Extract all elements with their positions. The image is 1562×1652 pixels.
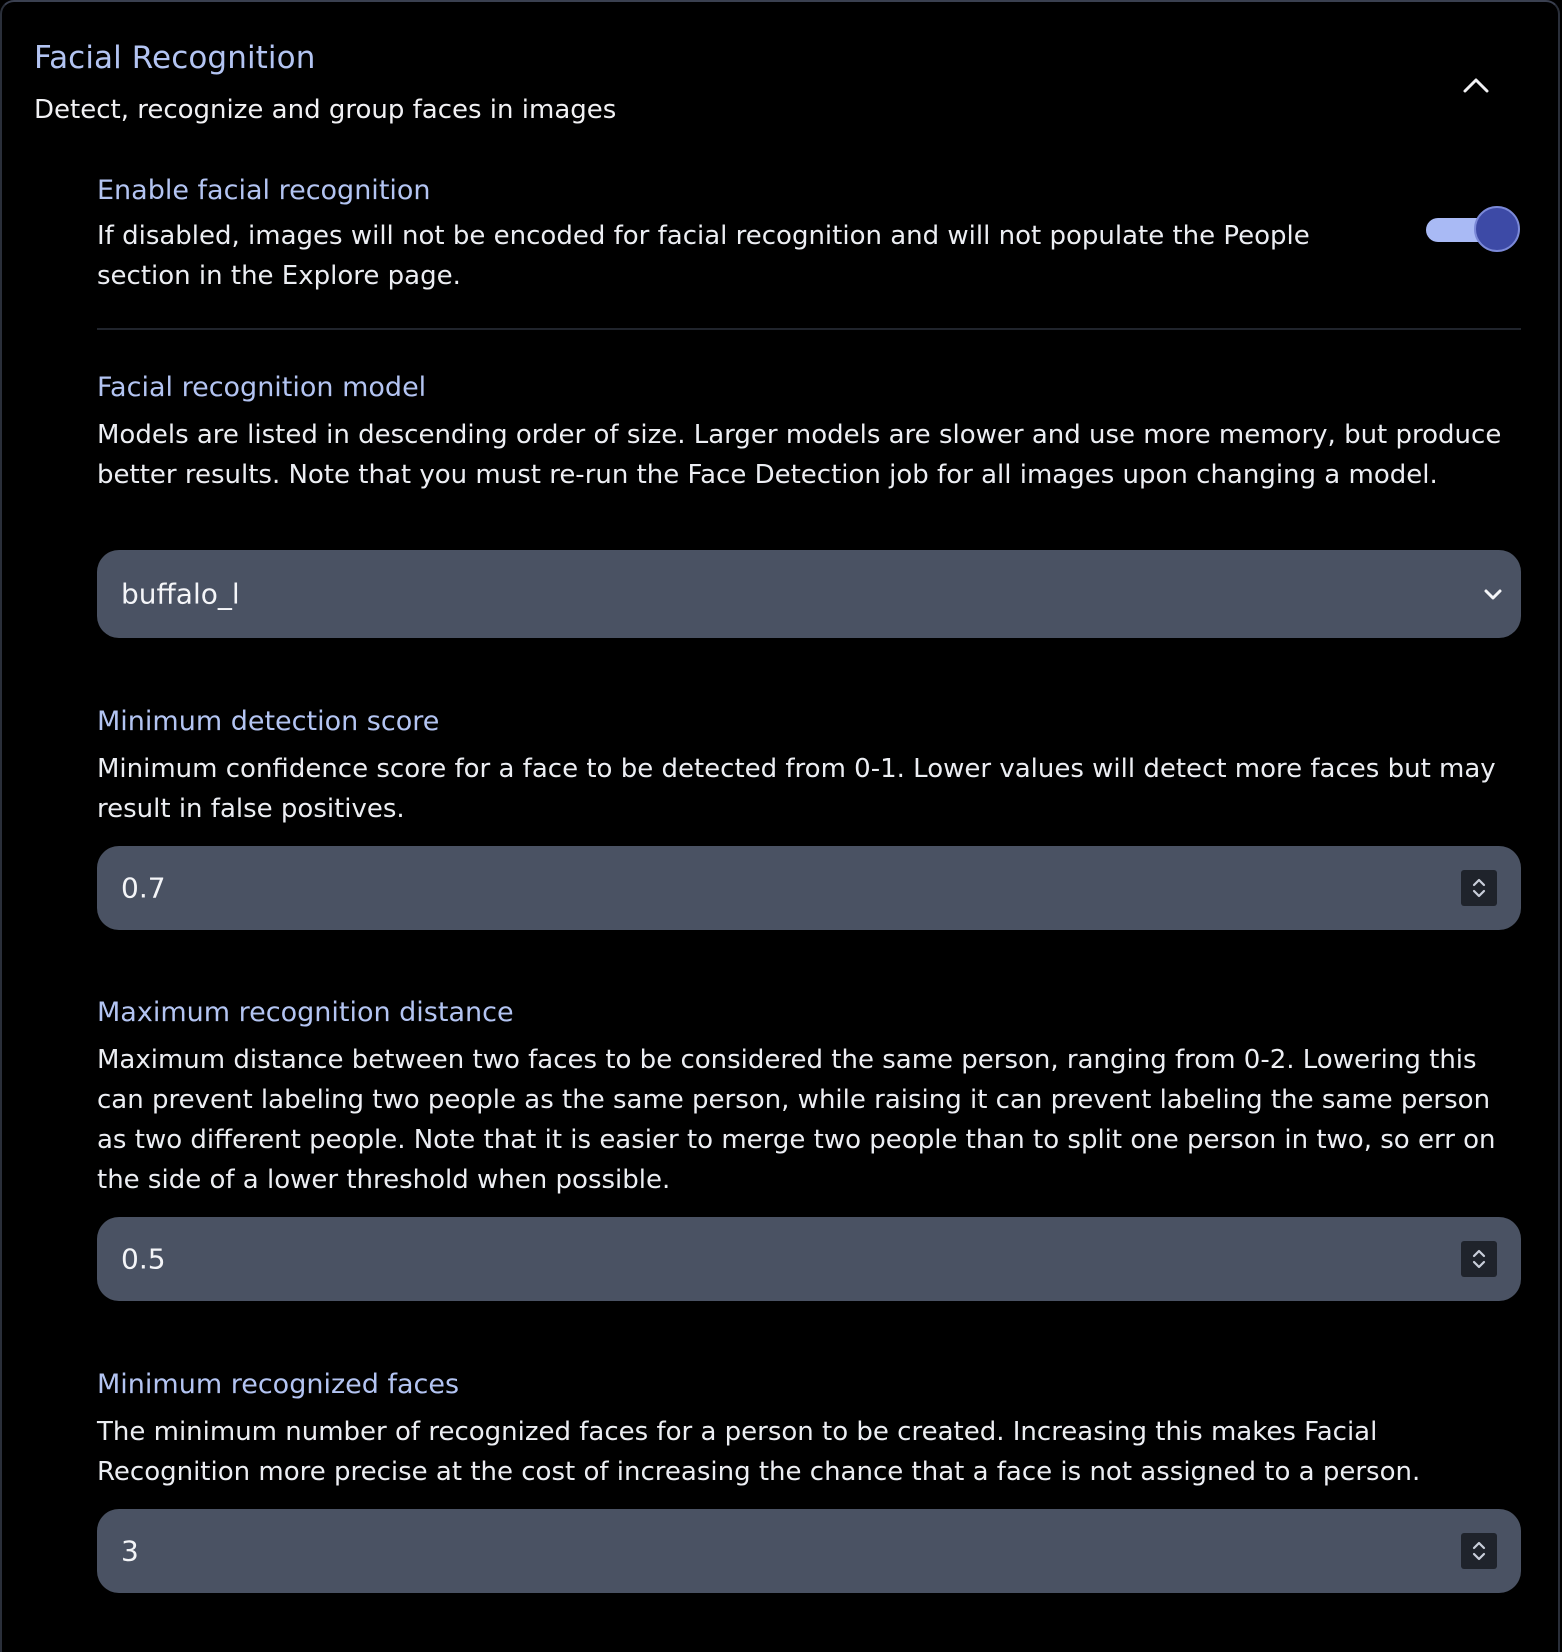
min-faces-value: 3 bbox=[121, 1534, 139, 1568]
min-score-stepper[interactable] bbox=[1461, 870, 1497, 906]
stepper-arrows-icon bbox=[1469, 1244, 1489, 1274]
stepper-arrows-icon bbox=[1469, 873, 1489, 903]
model-select[interactable] bbox=[97, 550, 1521, 638]
max-distance-stepper[interactable] bbox=[1461, 1241, 1497, 1277]
enable-description: If disabled, images will not be encoded for facial recognition and will not populate the People section in the Explore page. bbox=[97, 221, 1310, 291]
model-label: Facial recognition model bbox=[97, 372, 427, 403]
enable-setting bbox=[97, 174, 1337, 296]
max-distance-description: Maximum distance between two faces to be considered the same person, ranging from 0-2. Lowering this can prevent labeling two people as the same person, while raising it can prevent labeling the same person as two different people. Note that it is easier to merge two people than to split one person in two, so err on the side of a lower threshold when possible. bbox=[97, 1045, 1496, 1195]
stepper-arrows-icon bbox=[1469, 1536, 1489, 1566]
toggle-knob bbox=[1474, 206, 1520, 252]
max-distance-value: 0.5 bbox=[121, 1242, 166, 1276]
model-setting bbox=[97, 371, 1521, 495]
chevron-up-icon bbox=[1461, 74, 1491, 94]
enable-toggle[interactable] bbox=[1422, 206, 1522, 254]
min-faces-label: Minimum recognized faces bbox=[97, 1369, 460, 1400]
min-score-input[interactable] bbox=[97, 846, 1521, 930]
model-select-value: buffalo_l bbox=[121, 577, 240, 611]
divider bbox=[97, 328, 1521, 330]
max-distance-label: Maximum recognition distance bbox=[97, 997, 514, 1028]
min-faces-description: The minimum number of recognized faces for a person to be created. Increasing this makes Facial Recognition more precise at the cost of increasing the chance that a face is not assigned to a person. bbox=[97, 1417, 1421, 1487]
min-score-setting bbox=[97, 705, 1521, 829]
section-title[interactable]: Facial Recognition bbox=[34, 40, 316, 76]
min-score-value: 0.7 bbox=[121, 871, 166, 905]
max-distance-setting bbox=[97, 996, 1521, 1200]
min-score-label: Minimum detection score bbox=[97, 706, 440, 737]
min-score-description: Minimum confidence score for a face to be detected from 0-1. Lower values will detect more faces but may result in false positives. bbox=[97, 754, 1496, 824]
chevron-down-icon bbox=[1479, 580, 1507, 608]
min-faces-input[interactable] bbox=[97, 1509, 1521, 1593]
max-distance-input[interactable] bbox=[97, 1217, 1521, 1301]
min-faces-stepper[interactable] bbox=[1461, 1533, 1497, 1569]
section-subtitle: Detect, recognize and group faces in images bbox=[34, 95, 617, 125]
enable-label: Enable facial recognition bbox=[97, 175, 431, 206]
collapse-button[interactable] bbox=[1458, 66, 1494, 102]
min-faces-setting bbox=[97, 1368, 1521, 1492]
model-description: Models are listed in descending order of size. Larger models are slower and use more memory, but produce better results. Note that you must re-run the Face Detection job for all images upon changing a model. bbox=[97, 420, 1502, 490]
